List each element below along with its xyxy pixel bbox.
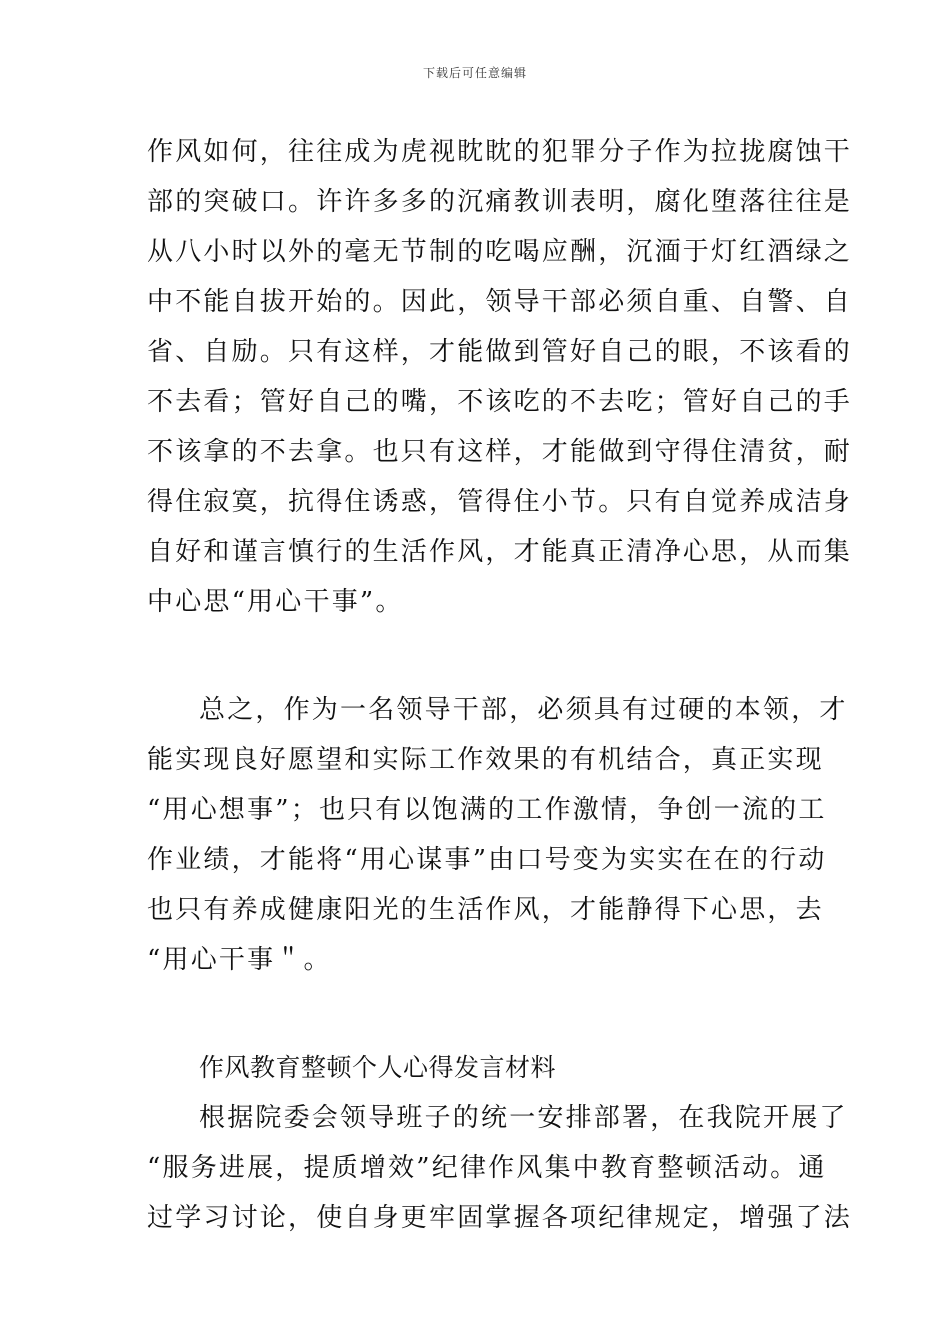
text-line: 不该拿的不去拿。也只有这样，才能做到守得住清贫，耐 xyxy=(147,437,853,467)
text-line: 根据院委会领导班子的统一安排部署，在我院开展了 xyxy=(199,1103,848,1133)
text-line: 也只有养成健康阳光的生活作风，才能静得下心思，去 xyxy=(147,895,824,925)
paragraph-gap xyxy=(147,985,807,1043)
text-line: 中心思“用心干事”。 xyxy=(147,587,404,617)
text-line: “用心想事”；也只有以饱满的工作激情，争创一流的工 xyxy=(147,795,827,825)
text-line: 作风如何，往往成为虎视眈眈的犯罪分子作为拉拢腐蚀干 xyxy=(147,137,853,167)
text-line: “服务进展，提质增效”纪律作风集中教育整顿活动。通 xyxy=(147,1153,827,1183)
section-title: 作风教育整顿个人心得发言材料 xyxy=(199,1053,557,1082)
text-line: 过学习讨论，使自身更牢固掌握各项纪律规定，增强了法 xyxy=(147,1203,853,1233)
text-line: 自好和谨言慎行的生活作风，才能真正清净心思，从而集 xyxy=(147,537,853,567)
text-line: 总之，作为一名领导干部，必须具有过硬的本领，才 xyxy=(199,695,848,725)
text-line: 作业绩，才能将“用心谋事”由口号变为实实在在的行动 xyxy=(147,845,827,875)
text-line: 省、自励。只有这样，才能做到管好自己的眼，不该看的 xyxy=(147,337,853,367)
text-line: 部的突破口。许许多多的沉痛教训表明，腐化堕落往往是 xyxy=(147,187,853,217)
text-line: 能实现良好愿望和实际工作效果的有机结合，真正实现 xyxy=(147,745,824,775)
document-body xyxy=(147,127,853,1243)
header-note: 下载后可任意编辑 xyxy=(422,66,527,80)
paragraph-gap xyxy=(147,627,807,685)
text-line: 不去看；管好自己的嘴，不该吃的不去吃；管好自己的手 xyxy=(147,387,853,417)
text-line: “用心干事＂。 xyxy=(147,945,332,975)
text-line: 中不能自拔开始的。因此，领导干部必须自重、自警、自 xyxy=(147,287,853,317)
text-line: 得住寂寞，抗得住诱惑，管得住小节。只有自觉养成洁身 xyxy=(147,487,853,517)
text-line: 从八小时以外的毫无节制的吃喝应酬，沉湎于灯红酒绿之 xyxy=(147,237,853,267)
